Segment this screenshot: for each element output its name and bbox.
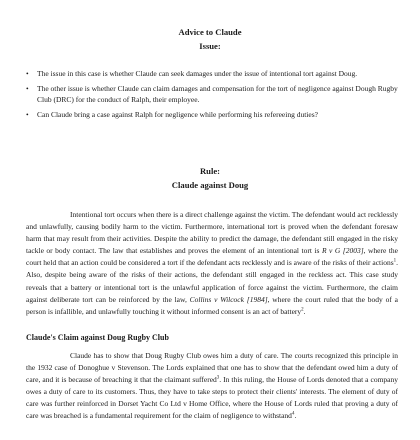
issue-item: • The issue in this case is whether Claude can seek damages under the issue of intentional tort against Doug. (26, 68, 398, 79)
issue-item: • Can Claude bring a case against Ralph for negligence while performing his refereeing duties? (26, 109, 398, 120)
footnote-marker: 4 (291, 411, 295, 417)
paragraph-duty-of-care: Claude has to show that Doug Rugby Club owes him a duty of care. The courts recognized this principle in the 1932 case of Donoghue v Stevenson. The Lords explained that one has to show that the defendant owed him a duty of care, and it is because of breaching it that the claimant suffered$^3$. In this ruling, the House of Lords denoted that a company owes a duty of care to its customers. Thus, they have to take steps to protect their clients' interests. The element of duty of care was further reinforced in Dorset Yacht Co Ltd v Home Office, where the House of Lords ruled that proving a duty of care was breached is a fundamental requirement for the claim of negligence to withstand$^4$. (26, 351, 398, 421)
case-citation: R v G [2003] (321, 246, 364, 256)
rule-heading: Rule: (199, 166, 221, 176)
footnote-marker: 3 (216, 375, 220, 381)
footnote-marker: 2 (301, 307, 304, 313)
document-heading: Advice to Claude (178, 27, 242, 37)
section-heading: Claude's Claim against Doug Rugby Club (26, 333, 169, 342)
rule-subheading: Claude against Doug (171, 180, 249, 190)
issue-heading: Issue: (199, 41, 221, 51)
issue-list (26, 68, 398, 124)
issue-item: • The other issue is whether Claude can claim damages and compensation for the tort of negligence against Dough Rugby Club (DRC) for the conduct of Ralph, their employee. (26, 83, 398, 106)
footnote-marker: 1 (393, 258, 397, 264)
paragraph-intentional-tort: Intentional tort occurs when there is a direct challenge against the victim. The defendant would act recklessly and unlawfully, causing bodily harm to the victim. Furthermore, international tort is proved when the defendant foresaw harm that may result from their activities. Despite the ability to predict the damage, the defendant still engaged in the risky tackle or body contact. The law that establishes and proves the element of an intentional tort is R v G [2003], where the court held that an action could be considered a tort if the defendant acts recklessly and is aware of the risks of their actions$^1$. Also, despite being aware of the risks of their actions, the defendant still engaged in the reckless act. This case study reveals that a battery or intentional tort is the unlawful application of force against the victim. Furthermore, the claim against deliberate tort can be reinforced by the law, Collins v Wilcock [1984], where the court ruled that the body of a person is infallible, and unlawfully touching it without informed consent is an act of battery$^2$. (26, 210, 398, 316)
case-citation: Collins v Wilcock [1984] (189, 294, 268, 304)
